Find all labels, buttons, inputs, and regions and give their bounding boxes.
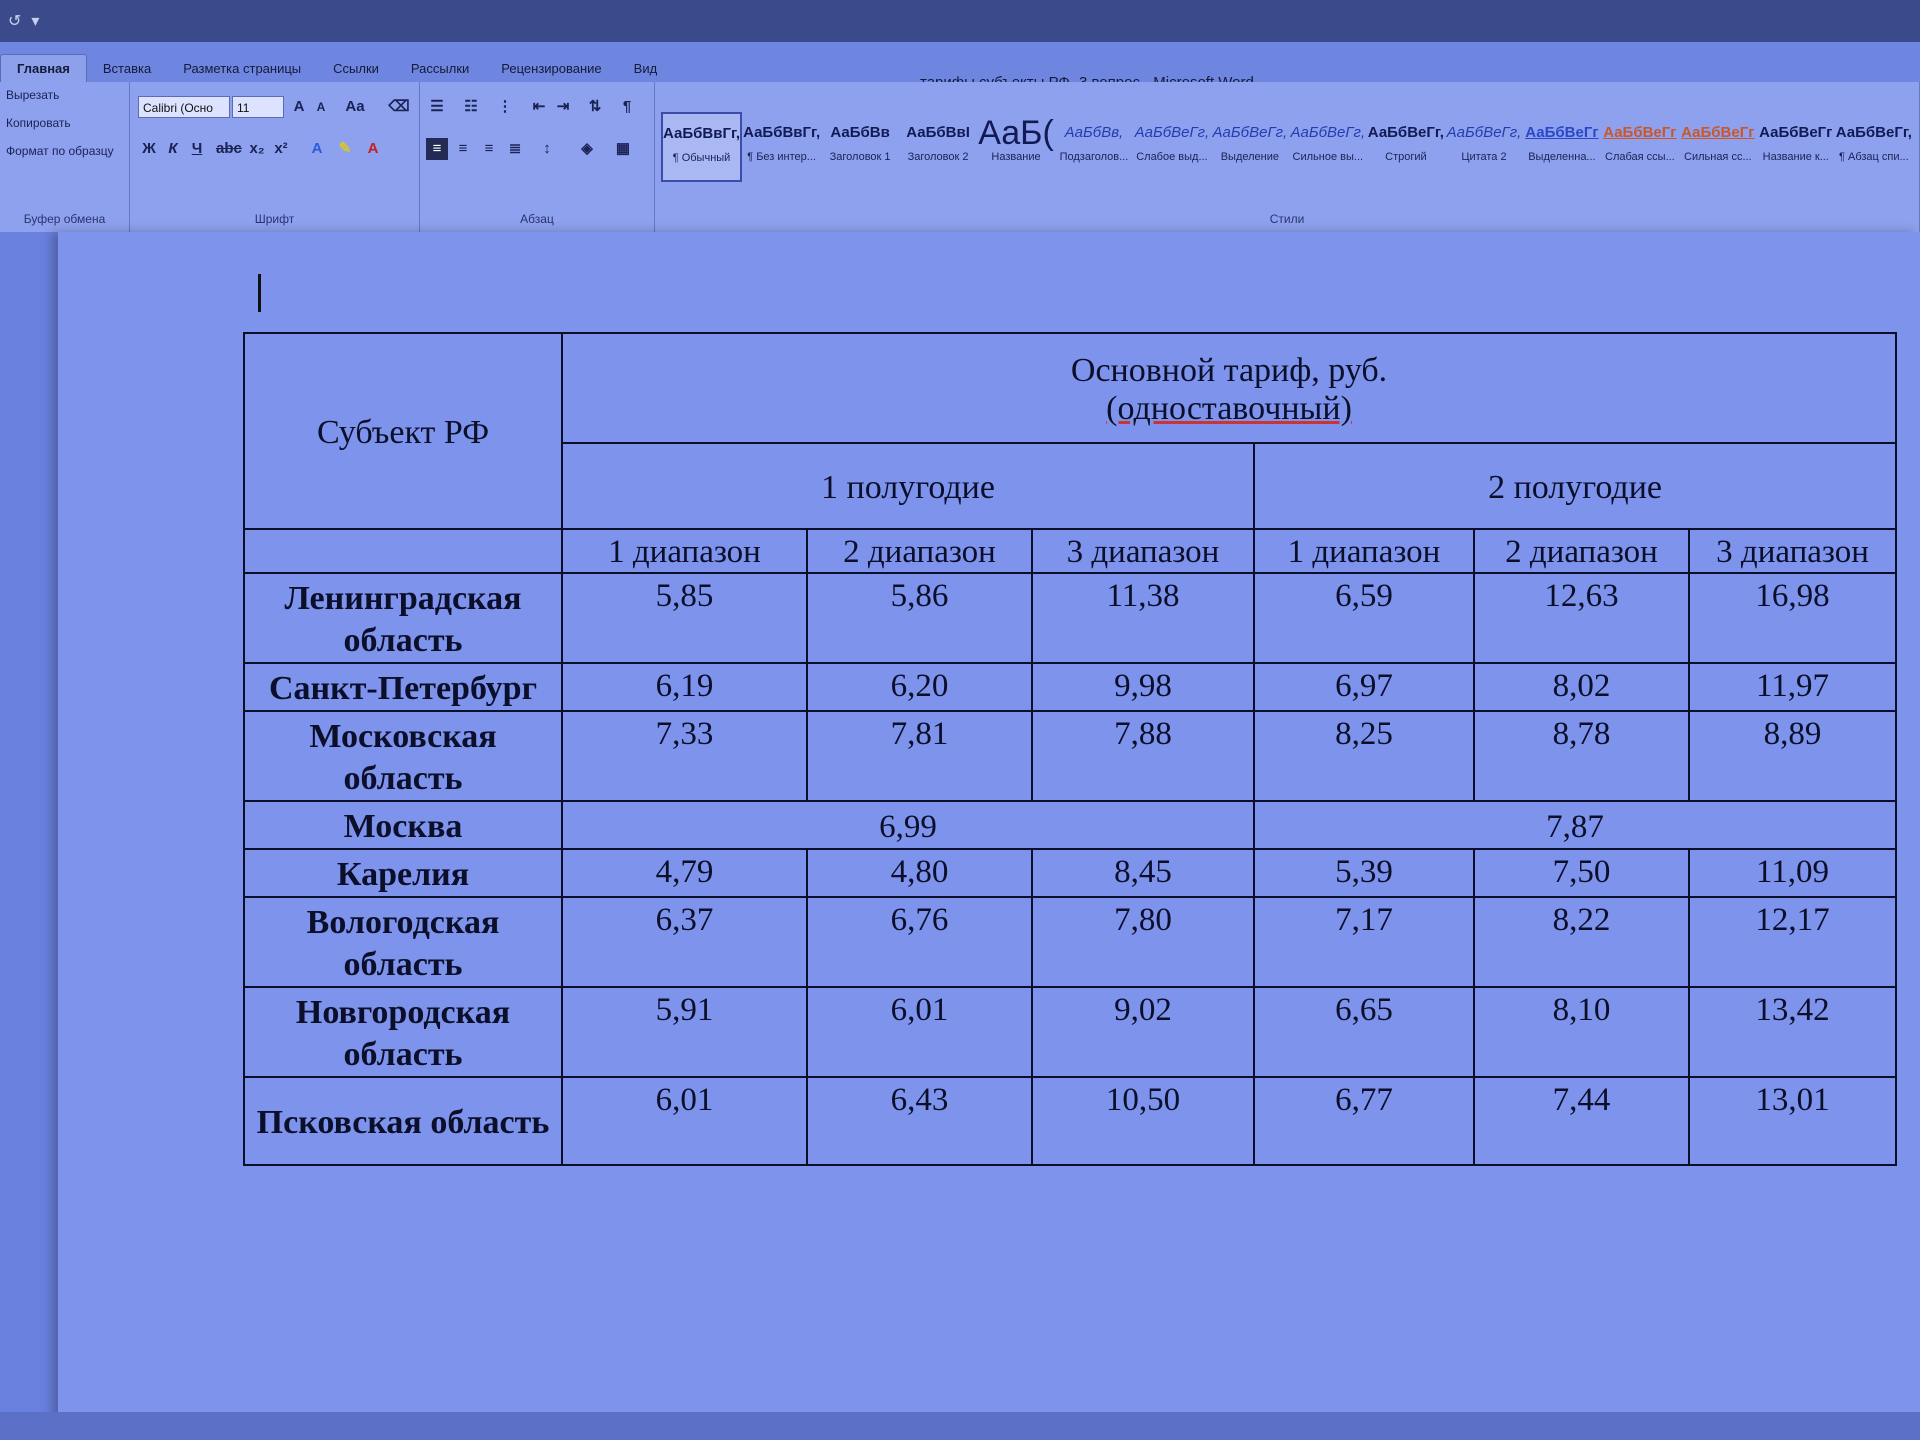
undo-icon[interactable]: ↺: [8, 13, 22, 30]
style-name: Слабое выд...: [1136, 151, 1208, 163]
range-header: 3 диапазон: [1032, 529, 1254, 573]
style-item[interactable]: [977, 112, 1055, 182]
style-name: Строгий: [1385, 151, 1427, 163]
style-item[interactable]: [1835, 112, 1913, 182]
grow-font-icon[interactable]: A: [293, 98, 305, 115]
style-item[interactable]: [1757, 112, 1835, 182]
tariff-cell: 6,59: [1254, 573, 1474, 663]
style-name: ¶ Обычный: [672, 152, 731, 164]
range-header: 1 диапазон: [1254, 529, 1474, 573]
range-header: 3 диапазон: [1689, 529, 1896, 573]
style-name: ¶ Абзац спи...: [1839, 151, 1909, 163]
align-left-icon[interactable]: ≡: [426, 138, 448, 160]
range-header-blank: [244, 529, 562, 573]
tariff-cell: 6,01: [807, 987, 1032, 1077]
tab-insert[interactable]: Вставка: [102, 61, 152, 76]
tariff-cell: 6,77: [1254, 1077, 1474, 1165]
paragraph-group: [420, 82, 655, 232]
align-right-icon[interactable]: ≡: [484, 140, 494, 157]
style-name: Сильная сс...: [1684, 151, 1752, 163]
pilcrow-icon[interactable]: ¶: [622, 98, 632, 115]
style-sample: АаБбВеГг: [1759, 124, 1833, 141]
tariff-cell: 8,89: [1689, 711, 1896, 801]
decrease-indent-icon[interactable]: ⇤: [532, 98, 546, 115]
tariff-cell: 8,25: [1254, 711, 1474, 801]
style-sample: АаБбВв,: [1064, 124, 1124, 141]
tariff-cell: 9,98: [1032, 663, 1254, 711]
tariff-cell: 5,86: [807, 573, 1032, 663]
tariff-cell: 4,79: [562, 849, 807, 897]
styles-group: [655, 82, 1920, 232]
tariff-cell-merged: 7,87: [1254, 801, 1896, 849]
tariff-cell: 6,43: [807, 1077, 1032, 1165]
style-sample: АаБбВеГг,: [1134, 124, 1210, 141]
tariff-cell: 9,02: [1032, 987, 1254, 1077]
style-sample: АаБбВеГг,: [1212, 124, 1288, 141]
strikethrough-icon[interactable]: abc: [216, 140, 242, 157]
font-color-icon[interactable]: A: [367, 140, 379, 157]
table-row: [244, 849, 1896, 897]
style-item[interactable]: [1289, 112, 1367, 182]
range-header: 2 диапазон: [807, 529, 1032, 573]
tariff-cell: 11,38: [1032, 573, 1254, 663]
italic-icon[interactable]: К: [168, 140, 178, 157]
highlight-icon[interactable]: ✎: [338, 140, 352, 157]
style-sample: АаБбВв: [830, 124, 890, 141]
range-header: 2 диапазон: [1474, 529, 1689, 573]
tab-page-layout[interactable]: Разметка страницы: [183, 61, 302, 76]
tariff-cell: 10,50: [1032, 1077, 1254, 1165]
region-cell: Ленинградская область: [244, 573, 562, 663]
format-painter-button[interactable]: Формат по образцу: [6, 144, 114, 158]
tariff-cell: 8,78: [1474, 711, 1689, 801]
font-size-combo[interactable]: 11: [232, 96, 284, 118]
tariff-cell: 6,97: [1254, 663, 1474, 711]
clipboard-group-label: Буфер обмена: [23, 212, 106, 226]
change-case-icon[interactable]: Aa: [345, 98, 365, 115]
tariff-cell-merged: 6,99: [562, 801, 1254, 849]
style-item[interactable]: [1679, 112, 1757, 182]
sort-icon[interactable]: ⇅: [588, 98, 602, 115]
tariff-cell: 7,88: [1032, 711, 1254, 801]
tab-review[interactable]: Рецензирование: [501, 61, 602, 76]
tariff-cell: 5,39: [1254, 849, 1474, 897]
table-row: [244, 987, 1896, 1077]
tariff-header-line1: Основной тариф, руб.: [1070, 352, 1388, 389]
style-item[interactable]: [742, 112, 821, 182]
superscript-icon[interactable]: x²: [274, 140, 288, 157]
tab-home[interactable]: Главная: [0, 54, 87, 82]
increase-indent-icon[interactable]: ⇥: [556, 98, 570, 115]
region-cell: Санкт-Петербург: [244, 663, 562, 711]
paragraph-group-label: Абзац: [520, 212, 554, 226]
region-cell: Москва: [244, 801, 562, 849]
half2-header: 2 полугодие: [1254, 443, 1896, 529]
style-item[interactable]: [1133, 112, 1211, 182]
style-sample: АаБбВеГг,: [1367, 124, 1444, 141]
shrink-font-icon[interactable]: A: [316, 100, 326, 114]
borders-icon[interactable]: ▦: [615, 140, 631, 157]
style-item[interactable]: [1367, 112, 1445, 182]
tariff-cell: 8,02: [1474, 663, 1689, 711]
style-item[interactable]: [1445, 112, 1523, 182]
tariff-cell: 5,91: [562, 987, 807, 1077]
line-spacing-icon[interactable]: ↕: [543, 140, 551, 157]
tariff-cell: 5,85: [562, 573, 807, 663]
bullets-icon[interactable]: ☰: [430, 98, 444, 115]
shading-icon[interactable]: ◈: [581, 140, 593, 157]
justify-icon[interactable]: ≣: [508, 140, 522, 157]
style-sample: АаБбВеГг: [1681, 124, 1755, 141]
tariff-cell: 8,10: [1474, 987, 1689, 1077]
style-sample: АаБбВеГг,: [1446, 124, 1522, 141]
tariff-cell: 7,44: [1474, 1077, 1689, 1165]
table-row: [244, 663, 1896, 711]
subscript-icon[interactable]: x₂: [249, 140, 265, 157]
tariff-cell: 7,50: [1474, 849, 1689, 897]
style-sample: АаБбВвІ: [906, 124, 970, 141]
clear-format-icon[interactable]: ⌫: [388, 98, 410, 115]
tariff-cell: 7,80: [1032, 897, 1254, 987]
dropdown-arrow-icon[interactable]: ▾: [31, 13, 40, 30]
style-item[interactable]: [899, 112, 977, 182]
tariff-header: [562, 333, 1896, 443]
tariff-cell: 7,81: [807, 711, 1032, 801]
style-item[interactable]: [821, 112, 899, 182]
tariff-cell: 8,22: [1474, 897, 1689, 987]
style-sample: АаБбВеГг: [1603, 124, 1677, 141]
underline-icon[interactable]: Ч: [191, 140, 203, 157]
tariff-cell: 7,17: [1254, 897, 1474, 987]
tariff-cell: 11,97: [1689, 663, 1896, 711]
ribbon: [0, 82, 1920, 234]
style-name: Название к...: [1762, 151, 1829, 163]
quick-access-toolbar: [0, 0, 1920, 42]
status-strip: [0, 1412, 1920, 1440]
style-sample: АаБбВеГг,: [1290, 124, 1366, 141]
table-row: [244, 897, 1896, 987]
document-area: [0, 232, 1920, 1440]
tariff-cell: 11,09: [1689, 849, 1896, 897]
cut-button[interactable]: Вырезать: [6, 88, 60, 102]
tariff-cell: 12,17: [1689, 897, 1896, 987]
tariff-cell: 6,65: [1254, 987, 1474, 1077]
style-sample: АаБбВвГг,: [663, 125, 741, 142]
multilevel-list-icon[interactable]: ⋮: [497, 98, 513, 115]
tariff-table: [243, 332, 1897, 1166]
tariff-cell: 6,19: [562, 663, 807, 711]
style-item[interactable]: [1523, 112, 1601, 182]
tariff-cell: 16,98: [1689, 573, 1896, 663]
tariff-cell: 6,20: [807, 663, 1032, 711]
bold-icon[interactable]: Ж: [142, 140, 156, 157]
styles-gallery: [661, 112, 1913, 182]
style-item[interactable]: [661, 112, 742, 182]
tariff-cell: 4,80: [807, 849, 1032, 897]
font-group: [130, 82, 420, 232]
range-header-row: [244, 529, 1896, 573]
tab-view[interactable]: Вид: [633, 61, 658, 76]
style-name: Слабая ссы...: [1605, 151, 1675, 163]
text-cursor: [258, 274, 261, 312]
style-sample: АаБбВеГг: [1525, 124, 1599, 141]
style-name: Заголовок 1: [829, 151, 891, 163]
tariff-table-body: [244, 573, 1896, 1165]
tariff-cell: 6,01: [562, 1077, 807, 1165]
tab-references[interactable]: Ссылки: [333, 61, 379, 76]
tab-mailings[interactable]: Рассылки: [410, 61, 470, 76]
style-item[interactable]: [1601, 112, 1679, 182]
style-name: Цитата 2: [1461, 151, 1507, 163]
half1-header: 1 полугодие: [562, 443, 1254, 529]
region-cell: Московская область: [244, 711, 562, 801]
subject-header: Субъект РФ: [244, 333, 562, 529]
table-row: [244, 1077, 1896, 1165]
tariff-cell: 6,76: [807, 897, 1032, 987]
region-cell: Псковская область: [244, 1077, 562, 1165]
style-sample: АаБбВеГг,: [1835, 124, 1912, 141]
align-center-icon[interactable]: ≡: [458, 140, 468, 157]
styles-group-label: Стили: [1269, 212, 1305, 226]
numbering-icon[interactable]: ☷: [464, 98, 478, 115]
style-item[interactable]: [1211, 112, 1289, 182]
tariff-cell: 6,37: [562, 897, 807, 987]
tariff-cell: 8,45: [1032, 849, 1254, 897]
region-cell: Новгородская область: [244, 987, 562, 1077]
tariff-cell: 12,63: [1474, 573, 1689, 663]
table-row: [244, 801, 1896, 849]
style-sample: АаБ(: [978, 115, 1054, 151]
style-name: Выделенна...: [1528, 151, 1596, 163]
style-item[interactable]: [1055, 112, 1133, 182]
style-name: ¶ Без интер...: [747, 151, 816, 163]
table-row: [244, 711, 1896, 801]
tariff-cell: 7,33: [562, 711, 807, 801]
style-name: Название: [991, 151, 1041, 163]
region-cell: Карелия: [244, 849, 562, 897]
font-name-combo[interactable]: Calibri (Осно: [138, 96, 230, 118]
range-header: 1 диапазон: [562, 529, 807, 573]
text-effects-icon[interactable]: A: [311, 140, 323, 157]
document-page[interactable]: [58, 232, 1920, 1440]
clipboard-group: [0, 82, 130, 232]
tariff-header-line2: (одноставочный): [1106, 390, 1352, 427]
style-sample: АаБбВвГг,: [743, 124, 821, 141]
style-name: Заголовок 2: [907, 151, 969, 163]
tariff-cell: 13,42: [1689, 987, 1896, 1077]
style-name: Сильное вы...: [1292, 151, 1364, 163]
table-row: [244, 573, 1896, 663]
tariff-cell: 13,01: [1689, 1077, 1896, 1165]
copy-button[interactable]: Копировать: [6, 116, 71, 130]
style-name: Выделение: [1220, 151, 1280, 163]
font-group-label: Шрифт: [254, 212, 295, 226]
region-cell: Вологодская область: [244, 897, 562, 987]
style-name: Подзаголов...: [1059, 151, 1129, 163]
